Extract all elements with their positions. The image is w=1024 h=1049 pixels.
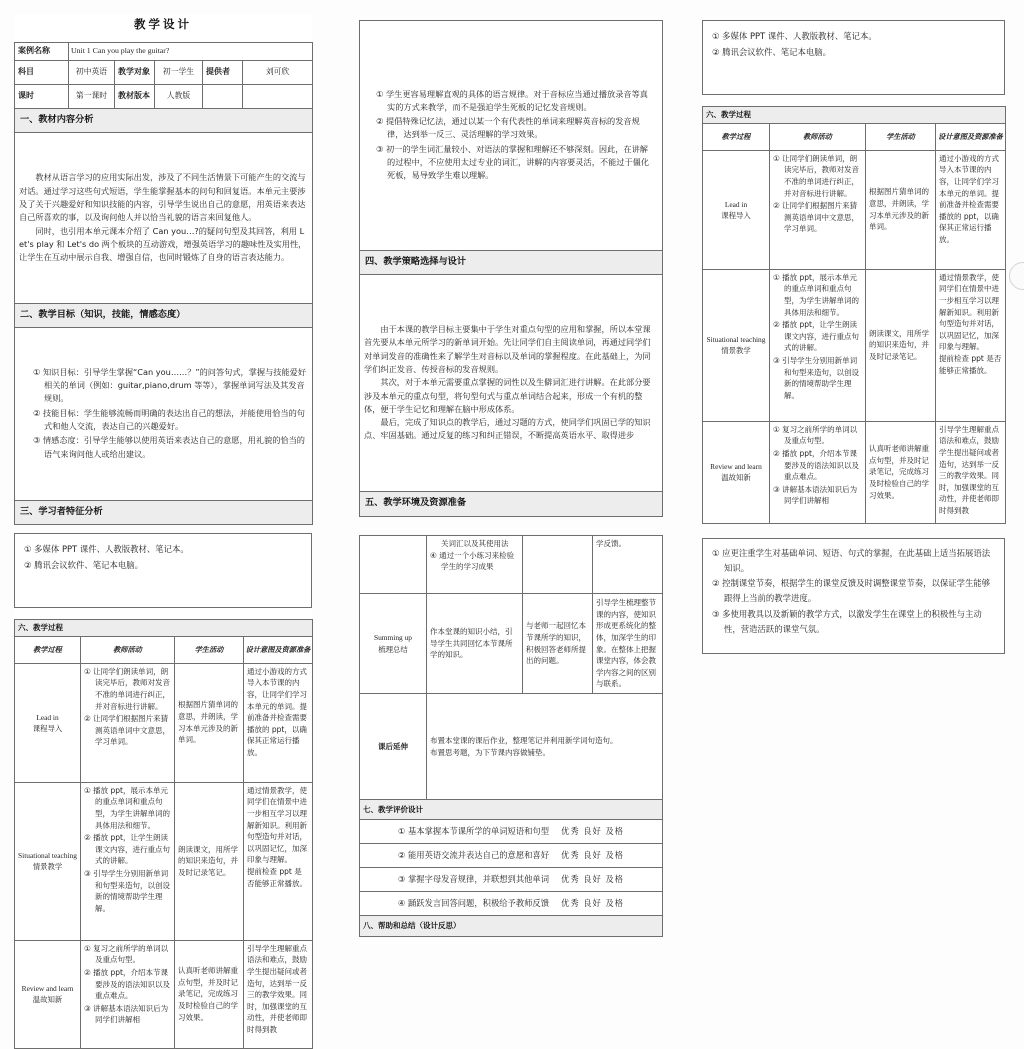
lesson-info-table	[14, 42, 313, 525]
evaluation-text: ① 基本掌握本节课所学的单词短语和句型	[397, 826, 550, 837]
period-value: 第一课时	[69, 85, 115, 109]
column-header: 学生活动	[866, 123, 936, 150]
table-row	[703, 21, 1005, 95]
teacher-activity-cell	[770, 150, 866, 269]
reflection-item: ③ 多使用教具以及新颖的教学方式，以激发学生在课堂上的积极性与主动性，营造活跃的课堂气氛。	[712, 608, 982, 634]
edition-label: 教材版本	[115, 85, 155, 109]
evaluation-cell	[360, 868, 663, 892]
case-name-label: 案例名称	[15, 43, 69, 61]
evaluation-cell	[360, 844, 663, 868]
resources-box	[702, 20, 1005, 95]
section-1-header: 一、教材内容分析	[15, 109, 313, 133]
design-item: 引导学生理解重点语法和难点，鼓励学生提出疑问或者造句，达到举一反三的教学效果。同时，加强课堂的互动性，并使老师即时得到教	[247, 943, 307, 1034]
floating-widget-button[interactable]	[1009, 262, 1024, 290]
design-intent-cell	[244, 663, 313, 782]
section-header-row	[15, 620, 313, 637]
section-header-row	[703, 107, 1006, 124]
stage-cell	[703, 421, 770, 523]
column-header: 教师活动	[81, 636, 175, 663]
teacher-activity-cell: 作本堂课的知识小结，引导学生共同回忆本节课所学的知识。	[427, 594, 523, 694]
homework-cell	[427, 694, 663, 800]
table-row	[15, 327, 313, 500]
stage-cell	[15, 940, 81, 1048]
table-row	[15, 132, 313, 303]
design-intent-cell	[936, 269, 1006, 421]
resources-box	[14, 533, 312, 608]
design-item: 引导学生理解重点语法和难点，鼓励学生提出疑问或者造句，达到举一反三的教学效果。同时，加强课堂的互动性，并使老师即时得到教	[939, 424, 999, 515]
empty-cell	[203, 85, 243, 109]
process-row-situational	[15, 782, 313, 940]
student-activity-cell: 朗读课文，用所学的知识来造句，并及时记录笔记。	[175, 782, 244, 940]
design-intent-cell	[936, 421, 1006, 523]
objective-item: ③ 情感态度：引导学生能够以使用英语来表达自己的意愿，用礼貌的恰当的语气来询问他人或给出建议。	[33, 435, 305, 459]
table-row	[360, 21, 663, 251]
subject-label: 科目	[15, 61, 69, 85]
stage-name-zh: 课程导入	[721, 210, 751, 220]
stage-name-zh: 温故知新	[32, 995, 63, 1005]
student-activity-cell: 与老师一起回忆本节课所学的知识，积极回答老师所提出的问题。	[523, 594, 593, 694]
evaluation-row	[360, 844, 663, 868]
teacher-activity-cell	[81, 663, 175, 782]
stage-name-en: Review and learn	[21, 984, 74, 994]
student-activity-cell: 认真听老师讲解重点句型，并及时记录笔记，完成练习及时检验自己的学习效果。	[866, 421, 936, 523]
reflection-item: ① 应更注重学生对基础单词、短语、句式的掌握，在此基础上适当拓展语法知识。	[712, 548, 991, 574]
teacher-item: ② 让同学们根据图片来猜测英语单词中文意思，学习单词。	[84, 714, 170, 747]
student-activity-cell	[523, 536, 593, 594]
column-header: 设计意图及资源准备	[244, 636, 313, 663]
teacher-item: ③ 引导学生分别用新单词和句型来造句，以创设新的情境帮助学生理解。	[773, 356, 859, 400]
design-item: 提前检查 ppt 是否能够正常播放。	[939, 354, 1002, 375]
design-item: 提前检查 ppt 是否能够正常播放。	[247, 867, 307, 888]
strategy-paragraph: 最后，完成了知识点的教学后，通过习题的方式，使同学们巩固已学的知识点、牢固基础。通过反复的练习和纠正错误，不断提高英语水平、取得进步	[364, 417, 651, 441]
process-row-review	[15, 940, 313, 1048]
teacher-item: ③ 讲解基本语法知识后为同学们讲解相	[773, 484, 858, 506]
process-row-review	[703, 421, 1006, 523]
evaluation-row	[360, 868, 663, 892]
evaluation-rating: 优秀 良好 及格	[561, 874, 625, 885]
teacher-item: 关词汇以及其使用法	[441, 539, 509, 548]
stage-name-zh: 课程导入	[32, 723, 63, 733]
homework-line: 布置思考题，为下节课内容做铺垫。	[430, 747, 550, 757]
subject-value: 初中英语	[69, 61, 115, 85]
column-header: 教学过程	[703, 123, 770, 150]
provider-value: 刘可欣	[243, 61, 313, 85]
design-item: 通过情景教学，使同学们在情景中进一步相互学习以理解新知识。利用新句型造句并对话，以巩固记忆，加深印象与理解。	[247, 785, 307, 865]
page-2-thumbnail[interactable]	[359, 20, 663, 517]
section-3-header: 三、学习者特征分析	[15, 500, 313, 524]
resource-item: ① 多媒体 PPT 课件、人教版教材、笔记本。	[712, 31, 877, 41]
process-row-situational	[703, 269, 1006, 421]
teacher-item: ② 播放 ppt，让学生朗读课文内容，进行重点句式的讲解。	[773, 320, 859, 353]
table-row	[15, 85, 313, 109]
teacher-activity-cell	[770, 421, 866, 523]
analysis-paragraph: 同时，也引用本单元课本介绍了 Can you…?的疑问句型及其回答，利用 Let's play 和 Let's do 两个板块的互动游戏，增强英语学习的趣味性及实用性，让学生在互动中展示自我、增强自信，也同时锻炼了自身的语言表达能力。	[19, 225, 307, 263]
strategy-paragraph: 由于本课的教学目标主要集中于学生对重点句型的应用和掌握，所以本堂课首先要从本单元所学习的新单词开始。先让同学们自主阅读单词，再通过同学们对单词发音的准确性来了解学生对音标以及单词的掌握程度。在此基础上，为同学们纠正发音、传授音标的发音规则。	[364, 324, 651, 374]
column-header: 设计意图及资源准备	[936, 123, 1006, 150]
teacher-item: ① 复习之前所学的单词以及重点句型。	[84, 943, 169, 965]
teacher-item: ① 播放 ppt，展示本单元的重点单词和重点句型，为学生讲解单词的具体用法和细节。	[773, 272, 859, 317]
resources-cell	[15, 534, 312, 608]
student-activity-cell: 认真听老师讲解重点句型，并及时记录笔记，完成练习及时检验自己的学习效果。	[175, 940, 244, 1048]
student-activity-cell: 朗读课文，用所学的知识来造句，并及时记录笔记。	[866, 269, 936, 421]
reflection-item: ② 控制课堂节奏，根据学生的课堂反馈及时调整课堂节奏，以保证学生能够跟得上当前的教学进度。	[712, 578, 991, 604]
section-6-header: 六、教学过程	[15, 620, 313, 637]
period-label: 课时	[15, 85, 69, 109]
process-row-continued	[360, 536, 663, 594]
teacher-item: ① 让同学们朗读单词，朗读完毕后，教师对发音不准的单词进行纠正，并对音标进行讲解。	[773, 153, 859, 198]
material-analysis-cell	[15, 132, 313, 303]
evaluation-rating: 优秀 良好 及格	[561, 898, 625, 909]
section-4-header: 四、教学策略选择与设计	[360, 251, 663, 275]
section-6-header: 六、教学过程	[703, 107, 1006, 124]
stage-cell	[703, 150, 770, 269]
process-header-row	[703, 123, 1006, 150]
objective-item: ② 技能目标：学生能够流畅而明确的表达出自己的想法，并能使用恰当的句式和他人交流，表达自己的兴趣爱好。	[33, 407, 305, 431]
evaluation-rating: 优秀 良好 及格	[561, 826, 625, 837]
strategy-paragraph: 其次，对于本单元需要重点掌握的词性以及生僻词汇进行讲解。在此部分要涉及本单元的重点句型，将句型句式与重点单词结合起来，形成一个有机的整体，便于学生记忆和理解在脑中形成体系。	[364, 377, 651, 414]
section-2-header: 二、教学目标（知识，技能，情感态度）	[15, 303, 313, 327]
evaluation-row	[360, 892, 663, 916]
resource-item: ② 腾讯会议软件、笔记本电脑。	[24, 560, 144, 571]
design-intent-cell	[244, 782, 313, 940]
section-7-header: 七、教学评价设计	[360, 800, 663, 820]
learner-item: ② 提倡特殊记忆法，通过以某一个有代表性的单词来理解英音标的发音规律，达到举一反三、灵活理解的学习效果。	[376, 116, 640, 140]
process-row-summing-up	[360, 594, 663, 694]
page-6-thumbnail[interactable]	[702, 538, 1005, 654]
stage-cell	[15, 782, 81, 940]
homework-line: 布置本堂课的课后作业，整理笔记并利用新学词句造句。	[430, 735, 618, 745]
design-item: 通过小游戏的方式导入本节课的内容，让同学们学习本单元的单词。提前准备并检查需要播放的 ppt，以确保其正常运行播放。	[939, 153, 999, 244]
provider-label: 提供者	[203, 61, 243, 85]
analysis-paragraph: 教材从语言学习的应用实际出发，涉及了不同生活情景下可能产生的交流与对话。通过学习这些句式短语，学生能掌握基本的问句和回复语。本单元主要涉及了关于兴趣爱好和知识技能的内容，引导学生说出自己的意愿，用英语来表达自己所喜欢的事，以及询问他人并以恰当礼貌的语言来回复他人。	[19, 172, 306, 223]
process-row-lead-in	[15, 663, 313, 782]
teaching-process-table	[14, 619, 313, 1049]
process-row-lead-in	[703, 150, 1006, 269]
section-5-header: 五、教学环境及资源准备	[360, 491, 663, 516]
teacher-item: ② 播放 ppt，介绍本节课要涉及的语法知识以及重点难点。	[773, 448, 859, 482]
table-row	[15, 534, 312, 608]
teacher-item: ② 让同学们根据图片来猜测英语单词中文意思，学习单词。	[773, 201, 859, 234]
page-3-thumbnail[interactable]	[702, 20, 1005, 524]
teacher-activity-cell	[81, 940, 175, 1048]
design-intent-cell	[936, 150, 1006, 269]
teacher-activity-cell	[81, 782, 175, 940]
process-continuation-table	[359, 535, 663, 937]
design-item: 通过小游戏的方式导入本节课的内容，让同学们学习本单元的单词。提前准备并检查需要播放的 ppt，以确保其正常运行播放。	[247, 666, 307, 757]
process-row-homework	[360, 694, 663, 800]
teacher-activity-cell	[770, 269, 866, 421]
stage-name-en: Lead in	[724, 199, 748, 209]
teacher-item: ② 播放 ppt，让学生朗读课文内容，进行重点句式的讲解。	[84, 833, 170, 866]
audience-label: 教学对象	[115, 61, 155, 85]
evaluation-text: ③ 掌握字母发音规律，并联想到其他单词	[397, 874, 550, 885]
page-5-thumbnail[interactable]	[359, 535, 662, 937]
learner-items-cell	[360, 21, 663, 251]
evaluation-cell	[360, 892, 663, 916]
teacher-item: ① 让同学们朗读单词，朗读完毕后，教师对发音不准的单词进行纠正，并对音标进行讲解。	[84, 666, 170, 711]
teacher-item: ① 播放 ppt，展示本单元的重点单词和重点句型，为学生讲解单词的具体用法和细节。	[84, 785, 170, 830]
reflection-cell	[703, 539, 1005, 654]
section-header-row	[15, 500, 313, 524]
stage-name-zh: 情景教学	[32, 862, 63, 872]
stage-name-en: Lead in	[36, 712, 59, 722]
page-1-thumbnail[interactable]	[14, 14, 312, 525]
column-header: 学生活动	[175, 636, 244, 663]
teaching-process-table	[702, 106, 1006, 524]
case-name-value: Unit 1 Can you play the guitar?	[69, 43, 313, 61]
table-row	[15, 61, 313, 85]
learner-item: ① 学生更容易理解直观的具体的语言规律。对于音标应当通过播放录音等真实的方式来教学，而不是强迫学生死板的记忆发音规则。	[376, 88, 648, 112]
section-header-row	[15, 303, 313, 327]
resource-item: ② 腾讯会议软件、笔记本电脑。	[712, 47, 832, 58]
learner-item: ③ 初一的学生词汇量较小、对语法的掌握和理解还不够深刻。因此，在讲解的过程中，不应使用太过专业的词汇，讲解的内容要灵活，不能过于僵化死板，易导致学生难以理解。	[376, 143, 650, 181]
evaluation-rating: 优秀 良好 及格	[561, 850, 625, 861]
student-activity-cell: 根据图片猜单词的意思，并朗读，学习本单元涉及的新单词。	[175, 663, 244, 782]
table-row	[15, 43, 313, 61]
empty-cell	[243, 85, 313, 109]
stage-name-en: Review and learn	[710, 462, 762, 472]
column-header: 教师活动	[770, 123, 866, 150]
evaluation-cell	[360, 820, 663, 844]
stage-name-zh: 梳理总结	[378, 644, 408, 654]
section-header-row	[360, 491, 663, 516]
teacher-item: ③ 讲解基本语法知识后为同学们讲解相	[84, 1003, 169, 1025]
section-header-row	[360, 800, 663, 820]
teacher-item: ② 播放 ppt，介绍本节课要涉及的语法知识以及重点难点。	[84, 967, 170, 1001]
strategy-cell	[360, 274, 663, 491]
teacher-item: ④ 通过一个小练习来检验学生的学习成果	[430, 550, 515, 572]
stage-cell	[15, 663, 81, 782]
stage-name-zh: 情景教学	[721, 346, 751, 356]
section-header-row	[15, 109, 313, 133]
section-header-row	[360, 916, 663, 937]
teacher-item: ③ 引导学生分别用新单词和句型来造句，以创设新的情境帮助学生理解。	[84, 869, 170, 913]
stage-name-en: Situational teaching	[18, 851, 77, 861]
stage-cell	[360, 594, 427, 694]
evaluation-text: ② 能用英语交流并表达自己的意愿和喜好	[397, 850, 550, 861]
learner-analysis-table	[359, 20, 663, 517]
process-header-row	[15, 636, 313, 663]
objectives-cell	[15, 327, 313, 500]
student-activity-cell: 根据图片猜单词的意思，并朗读，学习本单元涉及的新单词。	[866, 150, 936, 269]
table-row	[360, 274, 663, 491]
audience-value: 初一学生	[155, 61, 203, 85]
page-title: 教学设计	[134, 17, 192, 31]
section-8-header: 八、帮助和总结（设计反思）	[360, 916, 663, 937]
teacher-activity-cell	[427, 536, 523, 594]
page-4-thumbnail[interactable]	[14, 533, 312, 1049]
evaluation-row	[360, 820, 663, 844]
reflection-box	[702, 538, 1005, 654]
design-item: 通过情景教学，使同学们在情景中进一步相互学习以理解新知识。利用新句型造句并对话，以巩固记忆，加深印象与理解。	[939, 272, 999, 352]
stage-name-en: Situational teaching	[706, 335, 766, 345]
resource-item: ① 多媒体 PPT 课件、人教版教材、笔记本。	[24, 544, 189, 554]
stage-name-zh: 温故知新	[721, 473, 751, 483]
teacher-item: ① 复习之前所学的单词以及重点句型。	[773, 424, 858, 446]
column-header: 教学过程	[15, 636, 81, 663]
section-header-row	[360, 251, 663, 275]
stage-cell	[360, 536, 427, 594]
evaluation-text: ④ 踊跃发言回答问题，积极给予教师反馈	[397, 898, 550, 909]
stage-cell	[703, 269, 770, 421]
design-intent-cell	[244, 940, 313, 1048]
table-row	[703, 539, 1005, 654]
resources-cell	[703, 21, 1005, 95]
objective-item: ① 知识目标：引导学生掌握“Can you……？”的问答句式，掌握与技能爱好相关的单词（例如：guitar,piano,drum 等等），掌握单词写法及其发音规则。	[33, 366, 307, 404]
edition-value: 人教版	[155, 85, 203, 109]
stage-name-en: Summing up	[374, 633, 412, 643]
design-intent-cell: 引导学生梳理整节课的内容，使知识形成更系统化的整体，加深学生的印象。在整体上把握课堂内容，体会教学内容之间的区别与联系。	[593, 594, 663, 694]
homework-stage-label: 课后延伸	[360, 694, 427, 800]
design-intent-cell: 学反馈。	[593, 536, 663, 594]
